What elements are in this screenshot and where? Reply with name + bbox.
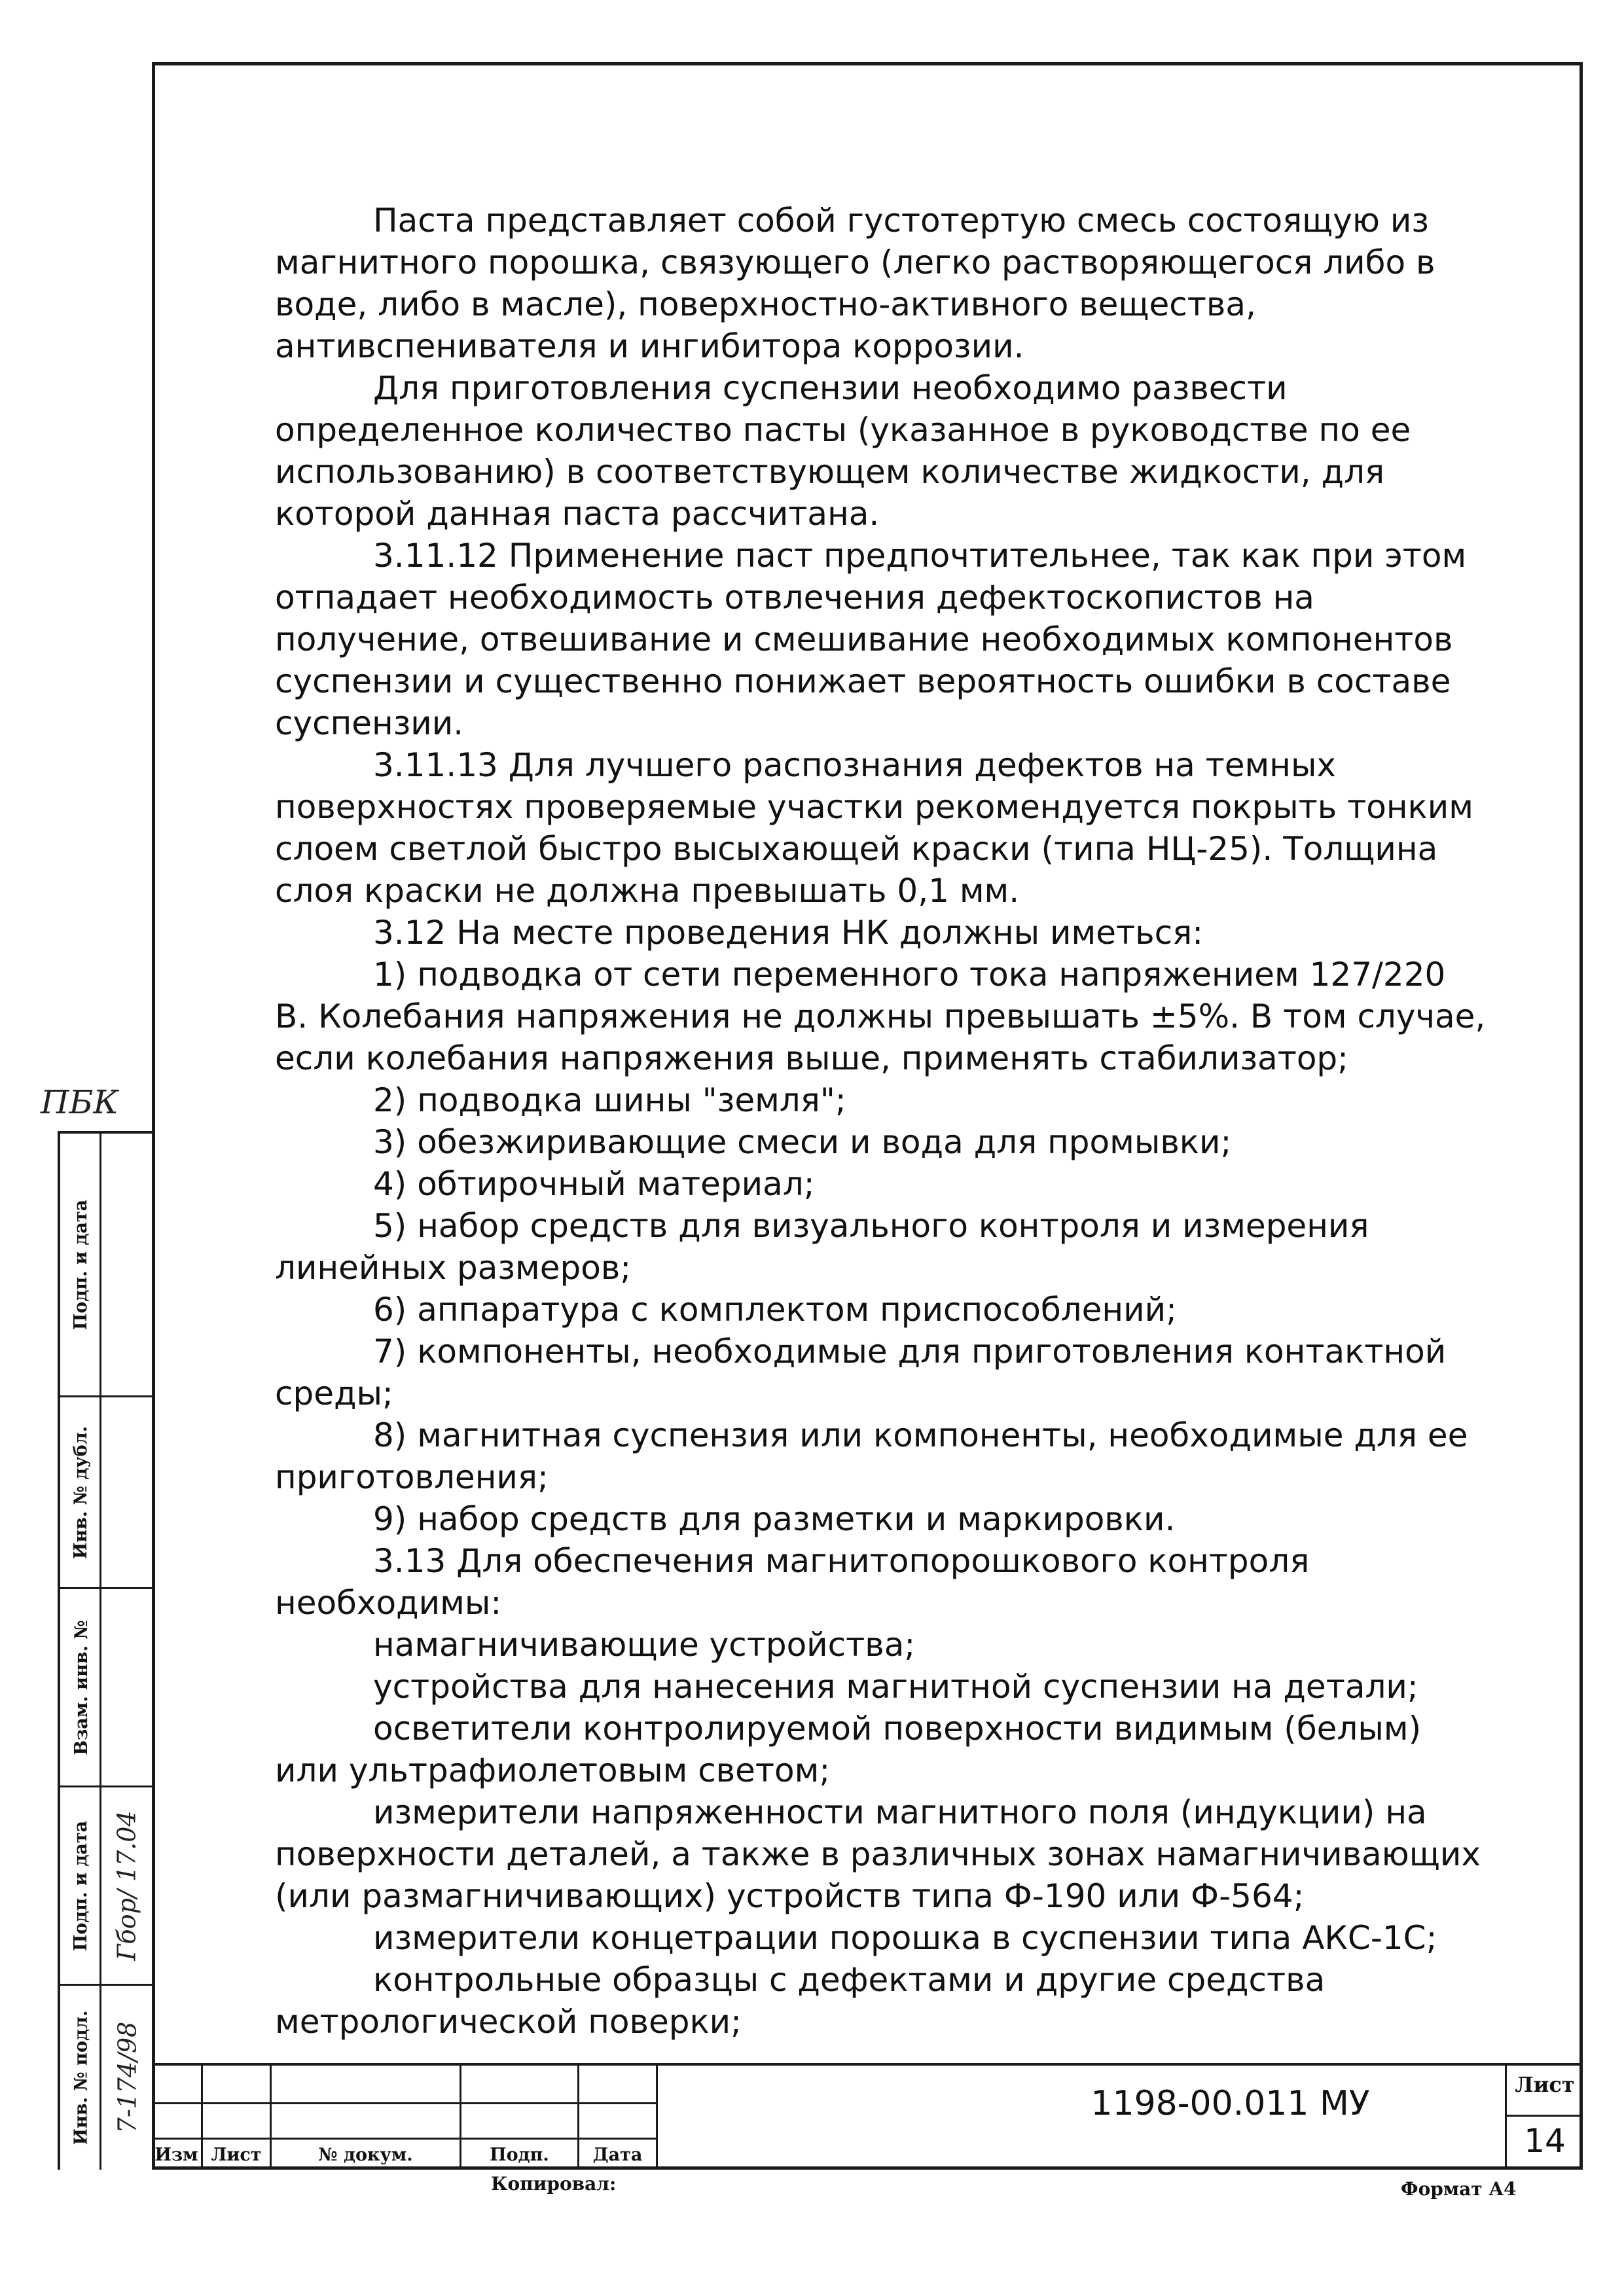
list-item-7: 7) компоненты, необходимые для приготовления контактной среды;	[275, 1333, 1447, 1412]
header-doc-number: № докум.	[318, 2144, 413, 2165]
document-code: 1198-00.011 МУ	[1091, 2084, 1370, 2123]
equipment-item-5: измерители концетрации порошка в суспензии типа АКС-1С;	[373, 1919, 1437, 1957]
paragraph-suspension-preparation: Для приготовления суспензии необходимо развести определенное количество пасты (указанное в руководстве по ее использованию) в соответствующем количестве жидкости, для которой данная паста рассчитана.	[275, 369, 1411, 533]
equipment-item-4: измерители напряженности магнитного поля (индукции) на поверхности деталей, а также в различных зонах намагничивающих (или размагничивающих) устройств типа Ф-190 или Ф-564;	[275, 1793, 1481, 1915]
format-label: Формат А4	[1401, 2178, 1517, 2200]
side-handwritten-sign-date: Гбор/ 17.04	[113, 1810, 142, 1961]
list-item-5: 5) набор средств для визуального контроля и измерения линейных размеров;	[275, 1207, 1369, 1287]
sheet-number: 14	[1524, 2122, 1566, 2160]
header-date: Дата	[592, 2144, 643, 2165]
equipment-item-1: намагничивающие устройства;	[373, 1626, 916, 1664]
equipment-item-3: осветители контролируемой поверхности видимым (белым) или ультрафиолетовым светом;	[275, 1710, 1422, 1789]
header-sheet: Лист	[211, 2144, 262, 2165]
paragraph-3-11-12: 3.11.12 Применение паст предпочтительнее, так как при этом отпадает необходимость отвлечения дефектоскопистов на получение, отвешивание и смешивание необходимых компонентов суспензии и существенно понижает вероятность ошибки в составе суспензии.	[275, 537, 1467, 742]
document-body	[275, 200, 1486, 2043]
list-item-8: 8) магнитная суспензия или компоненты, необходимые для ее приготовления;	[275, 1416, 1468, 1496]
list-item-4: 4) обтирочный материал;	[373, 1165, 815, 1203]
binding-strip	[58, 1131, 152, 2170]
paragraph-3-12: 3.12 На месте проведения НК должны иметься:	[373, 914, 1204, 952]
equipment-item-2: устройства для нанесения магнитной суспензии на детали;	[373, 1668, 1418, 1706]
side-label-dup-inv: Инв. № дубл.	[71, 1426, 92, 1559]
title-block	[152, 2063, 1583, 2170]
list-item-1: 1) подводка от сети переменного тока напряжением 127/220 В. Колебания напряжения не должны превышать ±5%. В том случае, если колебания напряжения выше, применять стабилизатор;	[275, 956, 1486, 1077]
copied-by-label: Копировал:	[491, 2173, 617, 2195]
side-label-replace-inv: Взам. инв. №	[71, 1619, 92, 1755]
binding-strip-divider	[99, 1134, 101, 2170]
title-block-line	[152, 2102, 656, 2104]
list-item-6: 6) аппаратура с комплектом приспособлений;	[373, 1291, 1177, 1329]
title-block-line	[656, 2066, 658, 2170]
handwritten-note: ПБК	[41, 1083, 119, 1121]
paragraph-3-11-13: 3.11.13 Для лучшего распознания дефектов на темных поверхностях проверяемые участки рекомендуется покрыть тонким слоем светлой быстро высыхающей краски (типа НЦ-25). Толщина слоя краски не должна превышать 0,1 мм.	[275, 746, 1473, 910]
paragraph-paste-description: Паста представляет собой густотертую смесь состоящую из магнитного порошка, связующего (легко растворяющегося либо в воде, либо в масле), поверхностно-активного вещества, антивспенивателя и ингибитора коррозии.	[275, 202, 1435, 365]
side-label-sign-date-1: Подп. и дата	[71, 1199, 92, 1330]
side-label-sign-date-2: Подп. и дата	[71, 1820, 92, 1951]
side-handwritten-inv: 7-174/98	[113, 2021, 142, 2134]
list-item-3: 3) обезжиривающие смеси и вода для промывки;	[373, 1123, 1232, 1161]
header-signature: Подп.	[490, 2144, 549, 2165]
side-label-orig-inv: Инв. № подл.	[71, 2010, 92, 2145]
sheet-label: Лист	[1515, 2072, 1575, 2097]
list-item-9: 9) набор средств для разметки и маркировки.	[373, 1500, 1176, 1538]
header-change: Изм	[154, 2144, 198, 2165]
paragraph-3-13: 3.13 Для обеспечения магнитопорошкового контроля необходимы:	[275, 1542, 1310, 1622]
list-item-2: 2) подводка шины "земля";	[373, 1081, 846, 1119]
equipment-item-6: контрольные образцы с дефектами и другие средства метрологической поверки;	[275, 1961, 1326, 2041]
